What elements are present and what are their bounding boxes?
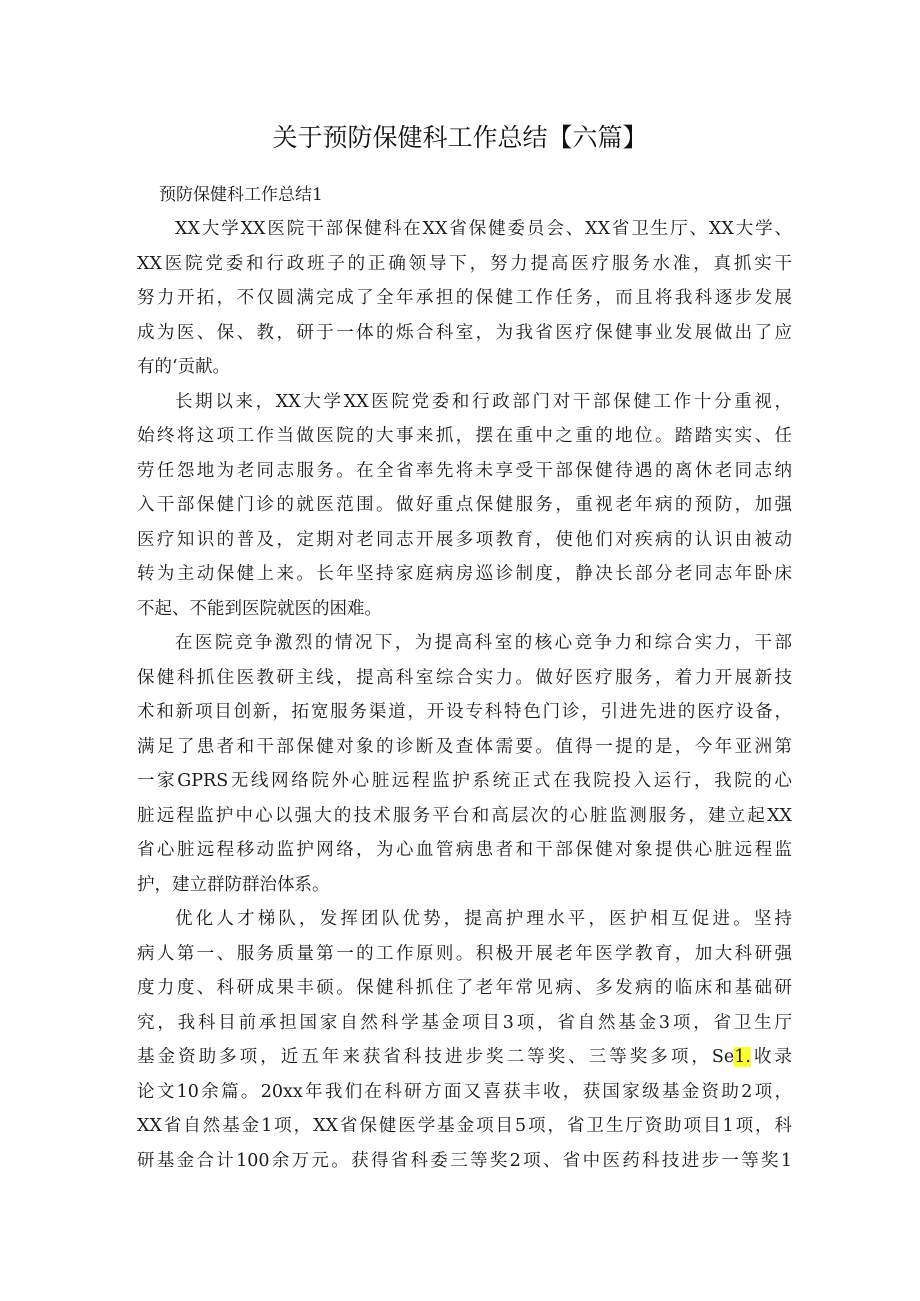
paragraph-line: 满足了患者和干部保健对象的诊断及查体需要。值得一提的是，今年亚洲第 [137, 736, 792, 757]
paragraph-line: 保健科抓住医教研主线，提高科室综合实力。做好医疗服务，着力开展新技 [137, 667, 792, 688]
document-title: 关于预防保健科工作总结【六篇】 [272, 123, 648, 152]
paragraph-line: 有的‘贡献。 [137, 357, 231, 377]
paragraph-line: 入干部保健门诊的就医范围。做好重点保健服务，重视老年病的预防，加强 [137, 495, 792, 515]
paragraph-line: 脏远程监护中心以强大的技术服务平台和高层次的心脏监测服务，建立起XX [137, 805, 792, 826]
paragraph-line: 护，建立群防群治体系。 [137, 874, 330, 895]
paragraph-line: 长期以来，XX大学XX医院党委和行政部门对干部保健工作十分重视， [175, 391, 792, 412]
paragraph-line: 转为主动保健上来。长年坚持家庭病房巡诊制度，静决长部分老同志年卧床 [137, 564, 792, 584]
paragraph-line: 在医院竞争激烈的情况下，为提高科室的核心竞争力和综合实力，干部 [175, 633, 792, 653]
paragraph-1 [137, 212, 792, 385]
paragraph-line: XX医院党委和行政班子的正确领导下，努力提高医疗服务水准，真抓实干 [137, 253, 792, 274]
paragraph-line: 成为医、保、教，研于一体的烁合科室，为我省医疗保健事业发展做出了应 [137, 322, 792, 343]
paragraph-line: 究，我科目前承担国家自然科学基金项目3项，省自然基金3项，省卫生厅 [137, 1012, 792, 1033]
paragraph-line: 一家GPRS无线网络院外心脏远程监护系统正式在我院投入运行，我院的心 [137, 771, 792, 791]
paragraph-line: 度力度、科研成果丰硕。保健科抓住了老年常见病、多发病的临床和基础研 [137, 978, 792, 998]
paragraph-4 [137, 902, 792, 1178]
paragraph-line: 术和新项目创新，拓宽服务渠道，开设专科特色门诊，引进先进的医疗设备， [137, 702, 792, 722]
paragraph-line: 不起、不能到医院就医的困难。 [137, 598, 382, 619]
paragraph-2 [137, 385, 792, 627]
paragraph-line: 论文10余篇。20xx年我们在科研方面又喜获丰收，获国家级基金资助2项， [137, 1081, 792, 1102]
line-text-after-highlight: 收录 [750, 1047, 792, 1067]
paragraph-line: 病人第一、服务质量第一的工作原则。积极开展老年医学教育，加大科研强 [137, 943, 792, 964]
paragraph-line: XX省自然基金1项，XX省保健医学基金项目5项，省卫生厅资助项目1项，科 [137, 1116, 792, 1136]
paragraph-line: 优化人才梯队，发挥团队优势，提高护理水平，医护相互促进。坚持 [175, 909, 792, 929]
paragraph-line: 研基金合计100余万元。获得省科委三等奖2项、省中医药科技进步一等奖1 [137, 1150, 792, 1171]
paragraph-line: XX大学XX医院干部保健科在XX省保健委员会、XX省卫生厅、XX大学、 [175, 219, 792, 239]
line-text: 基金资助多项，近五年来获省科技进步奖二等奖、三等奖多项，Se [137, 1047, 735, 1067]
highlighted-text: 1. [734, 1047, 751, 1067]
paragraph-line: 努力开拓，不仅圆满完成了全年承担的保健工作任务，而且将我科逐步发展 [137, 288, 792, 308]
section-subtitle: 预防保健科工作总结1 [159, 185, 323, 205]
paragraph-line: 劳任怨地为老同志服务。在全省率先将未享受干部保健待遇的离休老同志纳 [137, 460, 792, 481]
paragraph-line: 始终将这项工作当做医院的大事来抓，摆在重中之重的地位。踏踏实实、任 [137, 426, 792, 446]
paragraph-line-with-highlight [137, 1040, 792, 1075]
paragraph-line: 医疗知识的普及，定期对老同志开展多项教育，使他们对疾病的认识由被动 [137, 529, 792, 550]
document-body [137, 178, 792, 1178]
paragraph-3 [137, 626, 792, 902]
paragraph-line: 省心脏远程移动监护网络，为心血管病患者和干部保健对象提供心脏远程监 [137, 840, 792, 860]
